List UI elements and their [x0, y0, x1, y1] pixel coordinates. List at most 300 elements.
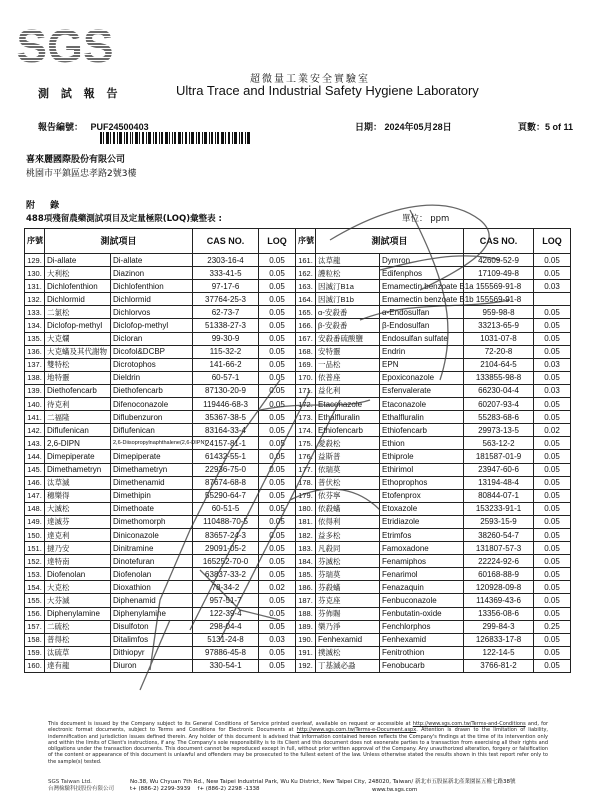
header-loq-left: LOQ [259, 229, 296, 254]
item-name-zh: Ethalfluralin [316, 411, 380, 424]
cas-number: 55283-68-6 [464, 411, 534, 424]
item-name-en: Famoxadone [380, 542, 464, 555]
cas-number: 22936-75-0 [193, 463, 259, 476]
sgs-logo [16, 20, 114, 72]
loq-value: 0.05 [259, 384, 296, 397]
item-name-en: Disulfoton [111, 620, 193, 633]
item-name-zh: 撻乃安 [45, 542, 111, 555]
terms-e-document-link[interactable]: http://www.sgs.com.tw/Terms-e-Document.aspx [296, 727, 417, 734]
row-number: 166. [296, 319, 316, 332]
item-name-zh: Fenhexamid [316, 633, 380, 646]
cas-number: 62-73-7 [193, 306, 259, 319]
item-name-en: Endrin [380, 345, 464, 358]
item-name-zh: β-安殺番 [316, 319, 380, 332]
item-name-zh: 因滅汀B1a [316, 280, 380, 293]
client-address: 桃園市平鎮區忠孝路2號3樓 [26, 169, 137, 179]
item-name-zh: 達有龍 [45, 659, 111, 672]
item-name-zh: Dichlormid [45, 293, 111, 306]
item-name-zh: Dimepiperate [45, 450, 111, 463]
row-number: 163. [296, 280, 316, 293]
item-name-zh: 二硫松 [45, 620, 111, 633]
item-name-en: Emamectin benzoate B1a [380, 280, 464, 293]
table-row [25, 424, 571, 437]
loq-value: 0.05 [534, 555, 571, 568]
item-name-en: Etrimfos [380, 528, 464, 541]
item-name-zh: 依殺蟎 [316, 502, 380, 515]
row-number: 175. [296, 437, 316, 450]
cas-number: 29091-05-2 [193, 542, 259, 555]
item-name-en: Fenobucarb [380, 659, 464, 672]
item-name-en: Endosulfan sulfate [380, 332, 464, 345]
loq-value: 0.05 [534, 254, 571, 267]
header-cas-left: CAS NO. [193, 229, 259, 254]
loq-value: 0.05 [534, 528, 571, 541]
item-name-zh: 依得利 [316, 515, 380, 528]
row-number: 144. [25, 450, 45, 463]
row-number: 156. [25, 607, 45, 620]
cas-number: 2104-64-5 [464, 358, 534, 371]
loq-value: 0.05 [259, 568, 296, 581]
cas-number: 133855-98-8 [464, 371, 534, 384]
client-info [26, 153, 136, 181]
cas-number: 1031-07-8 [464, 332, 534, 345]
item-name-en: Edifenphos [380, 267, 464, 280]
loq-value: 0.05 [534, 646, 571, 659]
row-number: 151. [25, 542, 45, 555]
item-name-zh: Dichlofenthion [45, 280, 111, 293]
cas-number: 3766-81-2 [464, 659, 534, 672]
item-name-en: Fenhexamid [380, 633, 464, 646]
header-no-right: 序號 [296, 229, 316, 254]
item-name-en: Dichlormid [111, 293, 193, 306]
item-name-zh: 樂乃淨 [316, 620, 380, 633]
row-number: 167. [296, 332, 316, 345]
cas-number: 63837-33-2 [193, 568, 259, 581]
table-row [25, 489, 571, 502]
item-name-en: Ethion [380, 437, 464, 450]
cas-number: 35367-38-5 [193, 411, 259, 424]
item-name-en: Diphenamid [111, 594, 193, 607]
item-name-en: Fenbuconazole [380, 594, 464, 607]
row-number: 141. [25, 411, 45, 424]
loq-value: 0.05 [259, 358, 296, 371]
table-row [25, 528, 571, 541]
row-number: 189. [296, 620, 316, 633]
item-name-zh: 依瑞莫 [316, 463, 380, 476]
row-number: 169. [296, 358, 316, 371]
cas-number: 114369-43-6 [464, 594, 534, 607]
item-name-en: Ethalfluralin [380, 411, 464, 424]
item-name-zh: 丁基滅必蝨 [316, 659, 380, 672]
item-name-zh: Diethofencarb [45, 384, 111, 397]
row-number: 157. [25, 620, 45, 633]
client-name: 喜來麗國際股份有限公司 [26, 155, 126, 165]
loq-value: 0.05 [534, 515, 571, 528]
item-name-en: Ethiofencarb [380, 424, 464, 437]
item-name-zh: 芬殺蟎 [316, 581, 380, 594]
row-number: 178. [296, 476, 316, 489]
item-name-zh: 大滅松 [45, 502, 111, 515]
row-number: 187. [296, 594, 316, 607]
item-name-zh: 汰草龍 [316, 254, 380, 267]
item-name-en: Fenbutatin-oxide [380, 607, 464, 620]
item-name-zh: Diclofop-methyl [45, 319, 111, 332]
cas-number: 87674-68-8 [193, 476, 259, 489]
item-name-zh: 雙特松 [45, 358, 111, 371]
loq-value: 0.05 [259, 502, 296, 515]
item-name-en: Etoxazole [380, 502, 464, 515]
item-name-en: Dimepiperate [111, 450, 193, 463]
item-name-zh: 穗樂得 [45, 489, 111, 502]
loq-value: 0.03 [259, 633, 296, 646]
table-row [25, 502, 571, 515]
table-row [25, 515, 571, 528]
item-name-en: Diclofop-methyl [111, 319, 193, 332]
loq-value: 0.05 [259, 411, 296, 424]
cas-number: 2303-16-4 [193, 254, 259, 267]
cas-number: 126833-17-8 [464, 633, 534, 646]
item-name-zh: 芬瑞莫 [316, 568, 380, 581]
row-number: 190. [296, 633, 316, 646]
row-number: 176. [296, 450, 316, 463]
cas-number: 957-51-7 [193, 594, 259, 607]
cas-number: 17109-49-8 [464, 267, 534, 280]
loq-value: 0.05 [259, 371, 296, 384]
cas-number: 115-32-2 [193, 345, 259, 358]
loq-value: 0.05 [259, 528, 296, 541]
loq-value: 0.03 [534, 384, 571, 397]
table-row [25, 254, 571, 267]
loq-value: 0.05 [259, 555, 296, 568]
cas-number: 155569-91-8 [464, 280, 534, 293]
table-row [25, 358, 571, 371]
footer-address: No.38, Wu Chyuan 7th Rd., New Taipei Industrial Park, Wu Ku District, New Taipei City, 248020, Taiwan/ 新北市五股區新北產業園區五權七路38號 t+ (886-2) 2299-3939 f+ (886-2) 2298 -1338 [130, 779, 516, 792]
item-name-en: Fenchlorphos [380, 620, 464, 633]
item-name-en: Dichlofenthion [111, 280, 193, 293]
item-name-zh: 大利松 [45, 267, 111, 280]
item-name-en: Esfenvalerate [380, 384, 464, 397]
lab-name-en: Ultra Trace and Industrial Safety Hygiene Laboratory [176, 83, 479, 98]
cas-number: 60207-93-4 [464, 398, 534, 411]
row-number: 132. [25, 293, 45, 306]
loq-value: 0.05 [534, 594, 571, 607]
loq-value: 0.05 [259, 489, 296, 502]
item-name-zh: 撲滅松 [316, 646, 380, 659]
row-number: 174. [296, 424, 316, 437]
item-name-en: Dicofol&DCBP [111, 345, 193, 358]
row-number: 183. [296, 542, 316, 555]
item-name-zh: 汰硫草 [45, 646, 111, 659]
cas-number: 298-04-4 [193, 620, 259, 633]
row-number: 154. [25, 581, 45, 594]
cas-number: 37764-25-3 [193, 293, 259, 306]
table-row [25, 646, 571, 659]
loq-value: 0.05 [534, 542, 571, 555]
item-name-zh: 達克利 [45, 528, 111, 541]
page-number: 頁數：5 of 11 [518, 122, 574, 132]
table-row [25, 371, 571, 384]
item-name-zh: 依芬寧 [316, 489, 380, 502]
loq-value: 0.05 [259, 607, 296, 620]
cas-number: 122-14-5 [464, 646, 534, 659]
loq-value: 0.05 [534, 659, 571, 672]
item-name-en: Diuron [111, 659, 193, 672]
row-number: 131. [25, 280, 45, 293]
row-number: 135. [25, 332, 45, 345]
item-name-en: Etaconazole [380, 398, 464, 411]
loq-value: 0.05 [534, 319, 571, 332]
item-name-en: Diethofencarb [111, 384, 193, 397]
row-number: 165. [296, 306, 316, 319]
unit-label: 單位： ppm [402, 214, 450, 224]
loq-value: 0.05 [259, 646, 296, 659]
loq-value: 0.05 [259, 254, 296, 267]
header-item-left: 測試項目 [45, 229, 193, 254]
table-row [25, 581, 571, 594]
loq-value: 0.05 [534, 398, 571, 411]
item-name-zh: 芬滅松 [316, 555, 380, 568]
cas-number: 181587-01-9 [464, 450, 534, 463]
loq-value: 0.05 [534, 267, 571, 280]
item-name-en: α-Endosulfan [380, 306, 464, 319]
row-number: 191. [296, 646, 316, 659]
loq-value: 0.05 [534, 568, 571, 581]
item-name-zh: 大克蟎及其代謝物 [45, 345, 111, 358]
row-number: 186. [296, 581, 316, 594]
row-number: 139. [25, 384, 45, 397]
cas-number: 13194-48-4 [464, 476, 534, 489]
loq-value: 0.02 [259, 581, 296, 594]
loq-value: 0.05 [259, 267, 296, 280]
row-number: 171. [296, 384, 316, 397]
loq-value: 0.05 [534, 633, 571, 646]
item-name-zh: 普伏松 [316, 476, 380, 489]
cas-number: 24157-81-1 [193, 437, 259, 450]
item-name-zh: 達特南 [45, 555, 111, 568]
row-number: 152. [25, 555, 45, 568]
row-number: 170. [296, 371, 316, 384]
cas-number: 22224-92-6 [464, 555, 534, 568]
item-name-zh: 達滅芬 [45, 515, 111, 528]
row-number: 173. [296, 411, 316, 424]
row-number: 145. [25, 463, 45, 476]
table-row [25, 594, 571, 607]
table-row [25, 332, 571, 345]
row-number: 138. [25, 371, 45, 384]
row-number: 136. [25, 345, 45, 358]
item-name-en: EPN [380, 358, 464, 371]
item-name-zh: 二氯松 [45, 306, 111, 319]
item-name-zh: 益斯普 [316, 450, 380, 463]
loq-value: 0.25 [534, 620, 571, 633]
row-number: 130. [25, 267, 45, 280]
header-cas-right: CAS NO. [464, 229, 534, 254]
item-name-en: Dimethoate [111, 502, 193, 515]
item-name-zh: 大克松 [45, 581, 111, 594]
cas-number: 55290-64-7 [193, 489, 259, 502]
item-name-en: Ditalimfos [111, 633, 193, 646]
cas-number: 959-98-8 [464, 306, 534, 319]
item-name-zh: 益化利 [316, 384, 380, 397]
table-row [25, 633, 571, 646]
loq-value: 0.05 [259, 280, 296, 293]
row-number: 192. [296, 659, 316, 672]
item-name-en: Dioxathion [111, 581, 193, 594]
report-number: 報告編號： PUF24500403 [38, 122, 149, 132]
loq-value: 0.05 [534, 437, 571, 450]
row-number: 158. [25, 633, 45, 646]
loq-value: 0.05 [259, 659, 296, 672]
cas-number: 13356-08-6 [464, 607, 534, 620]
row-number: 164. [296, 293, 316, 306]
cas-number: 51338-27-3 [193, 319, 259, 332]
row-number: 172. [296, 398, 316, 411]
row-number: 153. [25, 568, 45, 581]
cas-number: 122-39-4 [193, 607, 259, 620]
item-name-zh: 待克利 [45, 398, 111, 411]
item-name-zh: 地特靈 [45, 371, 111, 384]
table-row [25, 398, 571, 411]
cas-number: 330-54-1 [193, 659, 259, 672]
loq-value: 0.05 [259, 437, 296, 450]
loq-value: 0.05 [259, 293, 296, 306]
cas-number: 78-34-2 [193, 581, 259, 594]
table-row [25, 620, 571, 633]
table-header-row [25, 229, 571, 254]
cas-number: 153233-91-1 [464, 502, 534, 515]
row-number: 182. [296, 528, 316, 541]
cas-number: 60168-88-9 [464, 568, 534, 581]
loq-value: 0.05 [534, 345, 571, 358]
cas-number: 29973-13-5 [464, 424, 534, 437]
item-name-en: Diflufenican [111, 424, 193, 437]
item-name-en: Fenazaquin [380, 581, 464, 594]
loq-value: 0.05 [534, 332, 571, 345]
cas-number: 5131-24-8 [193, 633, 259, 646]
item-name-en: Fenamiphos [380, 555, 464, 568]
item-name-zh: 大芬滅 [45, 594, 111, 607]
cas-number: 83164-33-4 [193, 424, 259, 437]
terms-link[interactable]: http://www.sgs.com.tw/Terms-and-Conditions [412, 721, 526, 727]
cas-number: 42609-52-9 [464, 254, 534, 267]
lab-name-zh: 超微量工業安全實驗室 [250, 74, 370, 85]
loq-value: 0.05 [259, 620, 296, 633]
cas-number: 333-41-5 [193, 267, 259, 280]
row-number: 181. [296, 515, 316, 528]
item-name-en: Dimethomorph [111, 515, 193, 528]
item-name-en: Fenitrothion [380, 646, 464, 659]
cas-number: 87130-20-9 [193, 384, 259, 397]
loq-value: 0.05 [534, 450, 571, 463]
loq-value: 0.05 [259, 319, 296, 332]
row-number: 147. [25, 489, 45, 502]
item-name-zh: 大克爛 [45, 332, 111, 345]
barcode [100, 132, 250, 144]
item-name-zh: 一品松 [316, 358, 380, 371]
row-number: 185. [296, 568, 316, 581]
cas-number: 80844-07-1 [464, 489, 534, 502]
cas-number: 97886-45-8 [193, 646, 259, 659]
item-name-zh: Diflufenican [45, 424, 111, 437]
table-row [25, 555, 571, 568]
item-name-en: 2,6-Diisopropylnaphthalene(2,6-DIPN) [111, 437, 193, 450]
cas-number: 83657-24-3 [193, 528, 259, 541]
logo-text: SGS [16, 20, 114, 72]
table-row [25, 476, 571, 489]
item-name-zh: 安特靈 [316, 345, 380, 358]
table-row [25, 411, 571, 424]
row-number: 148. [25, 502, 45, 515]
loq-value: 0.05 [259, 476, 296, 489]
table-row [25, 345, 571, 358]
row-number: 179. [296, 489, 316, 502]
item-name-en: Epoxiconazole [380, 371, 464, 384]
row-number: 129. [25, 254, 45, 267]
cas-number: 120928-09-8 [464, 581, 534, 594]
cas-number: 60-57-1 [193, 371, 259, 384]
row-number: 162. [296, 267, 316, 280]
row-number: 142. [25, 424, 45, 437]
item-name-en: Etridiazole [380, 515, 464, 528]
table-row [25, 280, 571, 293]
item-name-zh: Diofenolan [45, 568, 111, 581]
row-number: 137. [25, 358, 45, 371]
item-name-zh: 依普座 [316, 371, 380, 384]
cas-number: 299-84-3 [464, 620, 534, 633]
loq-value: 0.05 [259, 424, 296, 437]
cas-number: 131807-57-3 [464, 542, 534, 555]
item-name-en: Diniconazole [111, 528, 193, 541]
cas-number: 72-20-8 [464, 345, 534, 358]
report-title: 測 試 報 告 [38, 87, 122, 100]
cas-number: 2593-15-9 [464, 515, 534, 528]
item-name-zh: 愛殺松 [316, 437, 380, 450]
cas-number: 61432-55-1 [193, 450, 259, 463]
table-row [25, 437, 571, 450]
item-name-zh: 凡殺同 [316, 542, 380, 555]
item-name-zh: 汰草滅 [45, 476, 111, 489]
cas-number: 165252-70-0 [193, 555, 259, 568]
loq-value: 0.05 [534, 476, 571, 489]
row-number: 133. [25, 306, 45, 319]
item-name-en: Difenoconazole [111, 398, 193, 411]
table-row [25, 463, 571, 476]
item-name-en: Etofenprox [380, 489, 464, 502]
footer-website[interactable]: www.tw.sgs.com [372, 787, 418, 793]
cas-number: 33213-65-9 [464, 319, 534, 332]
item-name-zh: 芬克座 [316, 594, 380, 607]
item-name-zh: Etaconazole [316, 398, 380, 411]
table-row [25, 293, 571, 306]
loq-value: 0.05 [259, 463, 296, 476]
loq-value: 0.05 [259, 542, 296, 555]
loq-value: 0.03 [534, 280, 571, 293]
table-row [25, 306, 571, 319]
header-loq-right: LOQ [534, 229, 571, 254]
item-name-en: Dymron [380, 254, 464, 267]
item-name-en: Emamectin benzoate B1b [380, 293, 464, 306]
item-name-en: Dimethenamid [111, 476, 193, 489]
loq-value: 0.05 [259, 345, 296, 358]
item-name-zh: 2,6-DIPN [45, 437, 111, 450]
row-number: 140. [25, 398, 45, 411]
row-number: 177. [296, 463, 316, 476]
item-name-en: Dinotefuran [111, 555, 193, 568]
item-name-en: Diphenylamine [111, 607, 193, 620]
header-item-right: 測試項目 [316, 229, 464, 254]
item-name-en: Dichlorvos [111, 306, 193, 319]
loq-value: 0.05 [534, 607, 571, 620]
